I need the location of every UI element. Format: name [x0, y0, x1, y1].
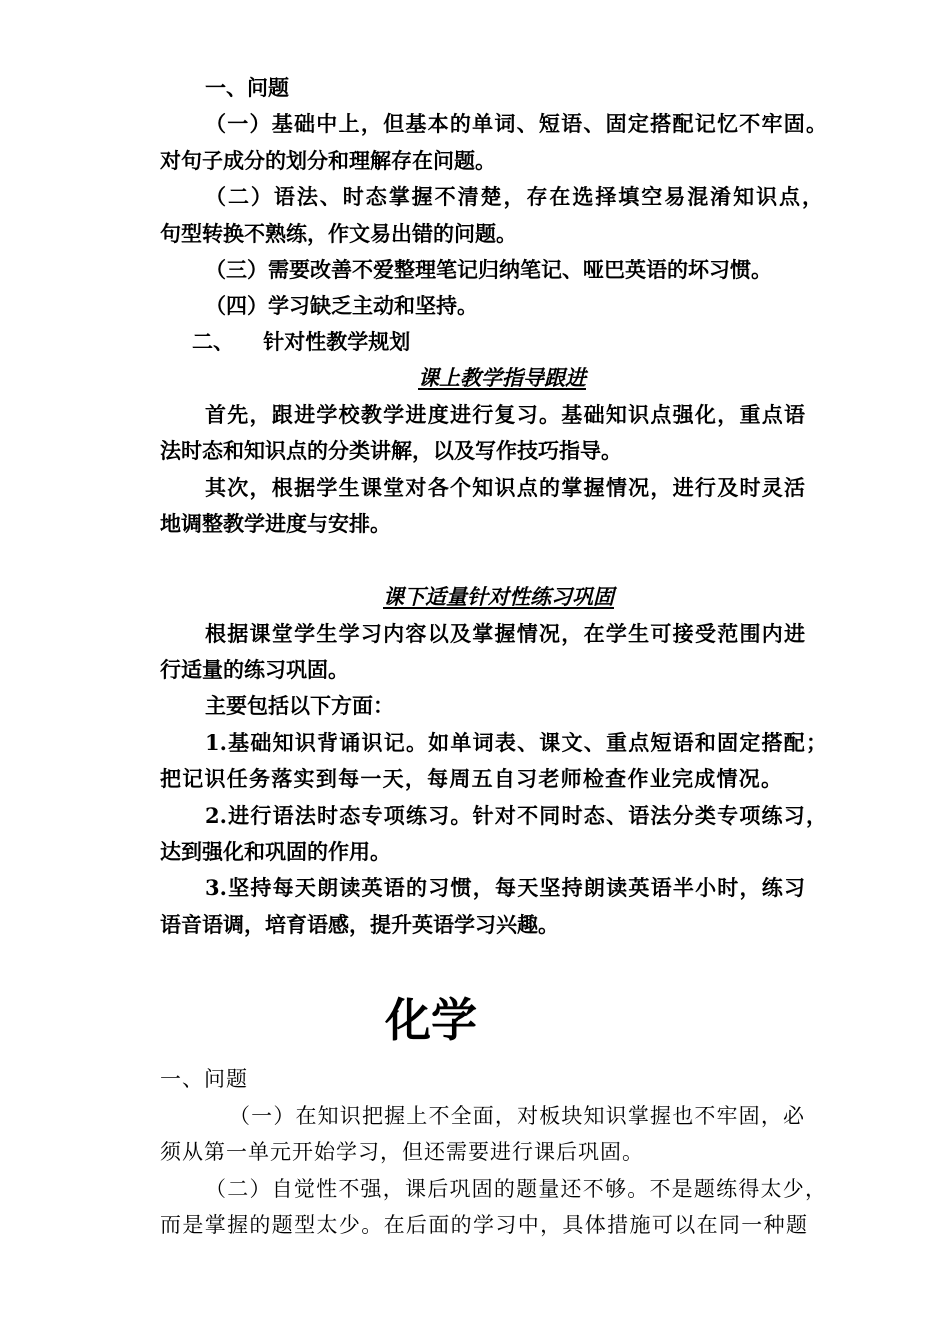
paragraph-line: 对句子成分的划分和理解存在问题。 [160, 148, 496, 173]
paragraph-line: 其次，根据学生课堂对各个知识点的掌握情况，进行及时灵活 [205, 475, 805, 500]
paragraph-line: （一）在知识把握上不全面，对板块知识掌握也不牢固，必 [229, 1104, 805, 1128]
paragraph-line: 而是掌握的题型太少。在后面的学习中，具体措施可以在同一种题 [160, 1213, 808, 1237]
paragraph-line: （四）学习缺乏主动和坚持。 [205, 293, 478, 318]
paragraph-line: 达到强化和巩固的作用。 [160, 839, 391, 864]
paragraph-line: 首先，跟进学校教学进度进行复习。基础知识点强化，重点语 [205, 402, 805, 427]
paragraph-line: 3.坚持每天朗读英语的习惯，每天坚持朗读英语半小时，练习 [205, 875, 805, 900]
section-heading-problems: 一、问题 [160, 1067, 248, 1091]
paragraph-line: （二）语法、时态掌握不清楚，存在选择填空易混淆知识点， [205, 184, 823, 209]
paragraph-line: 把记识任务落实到每一天，每周五自习老师检查作业完成情况。 [160, 766, 782, 791]
paragraph-line: （二）自觉性不强，课后巩固的题量还不够。不是题练得太少， [205, 1177, 827, 1201]
section-heading-problems: 一、问题 [205, 75, 289, 100]
chemistry-title: 化学 [385, 993, 477, 1047]
paragraph-line: 主要包括以下方面： [205, 693, 394, 718]
subheading-after-class: 课下适量针对性练习巩固 [383, 584, 614, 609]
paragraph-line: 1.基础知识背诵识记。如单词表、课文、重点短语和固定搭配； [205, 730, 827, 755]
paragraph-line: 须从第一单元开始学习，但还需要进行课后巩固。 [160, 1140, 644, 1164]
paragraph-line: （三）需要改善不爱整理笔记归纳笔记、哑巴英语的坏习惯。 [205, 257, 772, 282]
section-heading-plan: 二、 针对性教学规划 [192, 329, 411, 354]
paragraph-line: 地调整教学进度与安排。 [160, 511, 391, 536]
paragraph-line: 行适量的练习巩固。 [160, 657, 349, 682]
paragraph-line: 2.进行语法时态专项练习。针对不同时态、语法分类专项练习， [205, 803, 827, 828]
paragraph-line: 语音语调，培育语感，提升英语学习兴趣。 [160, 912, 559, 937]
subheading-in-class: 课上教学指导跟进 [418, 365, 586, 390]
paragraph-line: 法时态和知识点的分类讲解，以及写作技巧指导。 [160, 438, 622, 463]
paragraph-line: 根据课堂学生学习内容以及掌握情况，在学生可接受范围内进 [205, 621, 805, 646]
paragraph-line: 句型转换不熟练，作文易出错的问题。 [160, 221, 517, 246]
paragraph-line: （一）基础中上，但基本的单词、短语、固定搭配记忆不牢固。 [205, 111, 827, 136]
